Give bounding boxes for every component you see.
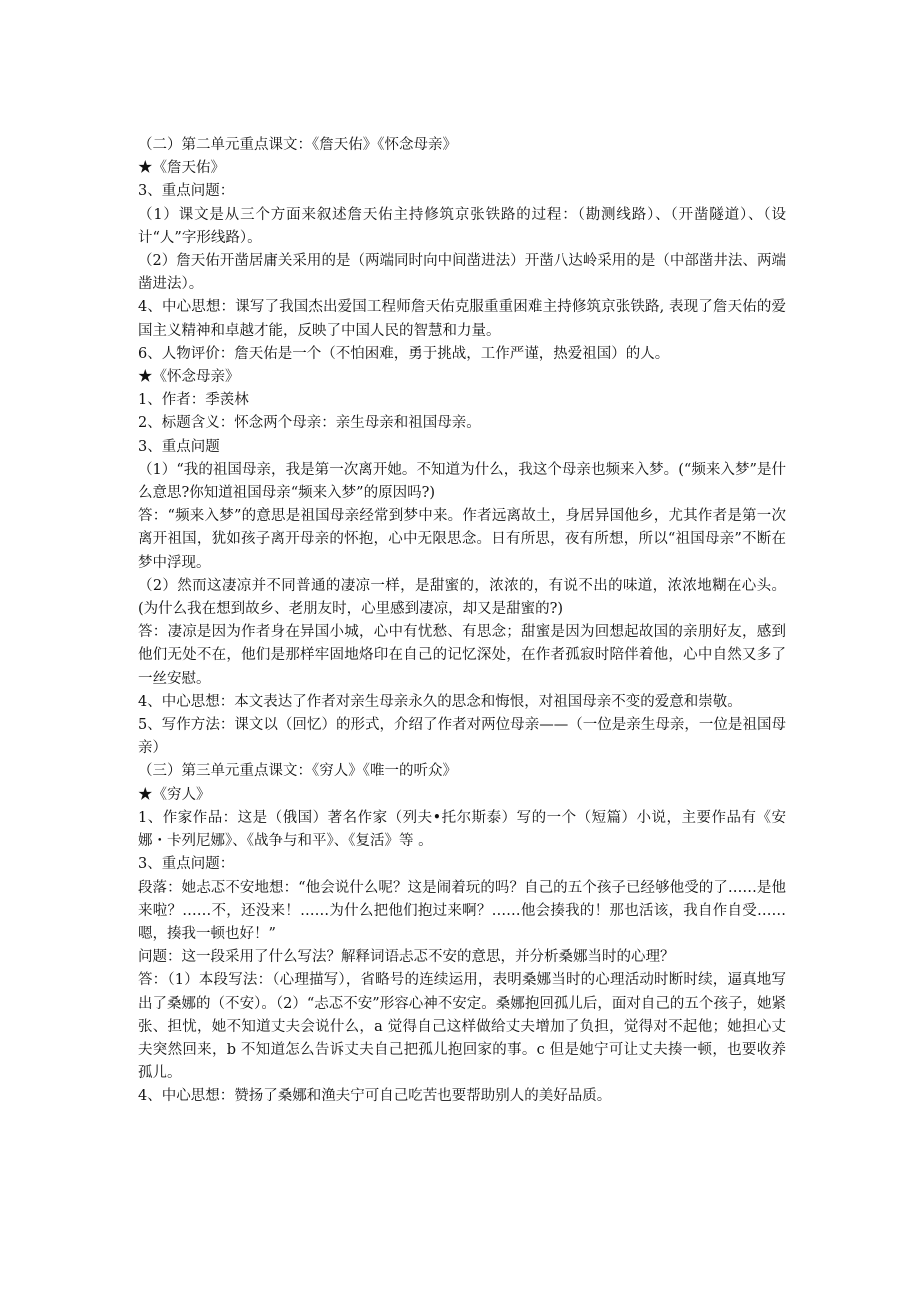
question-paragraph: （1）“我的祖国母亲，我是第一次离开她。不知道为什么，我这个母亲也频来入梦。(“频来入梦”是什么意思?你知道祖国母亲“频来入梦”的原因吗?) <box>138 461 786 502</box>
question-paragraph: （2）然而这凄凉并不同普通的凄凉一样，是甜蜜的，浓浓的，有说不出的味道，浓浓地糊在心头。(为什么我在想到故乡、老朋友时，心里感到凄凉，却又是甜蜜的?) <box>138 577 786 618</box>
writing-method-paragraph: 5、写作方法：课文以（回忆）的形式，介绍了作者对两位母亲——（一位是亲生母亲，一位是祖国母亲） <box>138 717 786 757</box>
passage-paragraph: 段落：她忐忑不安地想：“他会说什么呢？这是闹着玩的吗？自己的五个孩子已经够他受的了……是他来啦？……不，还没来！……为什么把他们抱过来啊？……他会揍我的！那也活该，我自作自受……嗯，揍我一顿也好！” <box>138 879 786 942</box>
central-idea-paragraph: 4、中心思想：本文表达了作者对亲生母亲永久的思念和悔恨，对祖国母亲不变的爱意和崇敬。 <box>138 693 742 710</box>
lesson-heading-missing-mother: ★《怀念母亲》 <box>138 369 240 386</box>
key-questions-label: 3、重点问题 <box>138 438 220 455</box>
key-questions-label: 3、重点问题： <box>138 183 235 200</box>
character-evaluation-paragraph: 6、人物评价：詹天佑是一个（不怕困难，勇于挑战，工作严谨，热爱祖国）的人。 <box>138 345 670 362</box>
question-paragraph: 问题：这一段采用了什么写法？解释词语忐忑不安的意思，并分析桑娜当时的心理？ <box>138 949 675 966</box>
central-idea-paragraph: 4、中心思想：赞扬了桑娜和渔夫宁可自己吃苦也要帮助别人的美好品质。 <box>138 1088 612 1105</box>
document-body <box>138 134 786 1109</box>
question-1-paragraph: （1）课文是从三个方面来叙述詹天佑主持修筑京张铁路的过程：（勘测线路）、（开凿隧道）、（设计“人”字形线路）。 <box>138 206 786 246</box>
answer-paragraph: 答：（1）本段写法：（心理描写），省略号的连续运用，表明桑娜当时的心理活动时断时续，逼真地写出了桑娜的（不安）。（2）“忐忑不安”形容心神不安定。桑娜抱回孤儿后，面对自己的五个孩子，她紧张、担忧，她不知道丈夫会说什么，a 觉得自己这样做给丈夫增加了负担，觉得对不起他；她担心丈夫突然回来，b 不知道怎么告诉丈夫自己把孤儿抱回家的事。c 但是她宁可让丈夫揍一顿，也要收养孤儿。 <box>138 972 786 1082</box>
author-paragraph: 1、作者：季羡林 <box>138 392 249 409</box>
title-meaning-paragraph: 2、标题含义：怀念两个母亲：亲生母亲和祖国母亲。 <box>138 415 481 432</box>
answer-paragraph: 答：凄凉是因为作者身在异国小城，心中有忧愁、有思念；甜蜜是因为回想起故国的亲朋好友，感到他们无处不在，他们是那样牢固地烙印在自己的记忆深处，在作者孤寂时陪伴着他，心中自然又多了一丝安慰。 <box>138 624 786 687</box>
answer-paragraph: 答：“频来入梦”的意思是祖国母亲经常到梦中来。作者远离故土，身居异国他乡，尤其作者是第一次离开祖国，犹如孩子离开母亲的怀抱，心中无限思念。日有所思，夜有所想，所以“祖国母亲”不断在梦中浮现。 <box>138 508 786 571</box>
lesson-heading-the-poor: ★《穷人》 <box>138 786 211 803</box>
central-idea-paragraph: 4、中心思想：课写了我国杰出爱国工程师詹天佑克服重重困难主持修筑京张铁路, 表现了詹天佑的爱国主义精神和卓越才能，反映了中国人民的智慧和力量。 <box>138 299 786 339</box>
author-works-paragraph: 1、作家作品：这是（俄国）著名作家（列夫•托尔斯泰）写的一个（短篇）小说，主要作品有《安娜・卡列尼娜》、《战争与和平》、《复活》等 。 <box>138 809 786 850</box>
question-2-paragraph: （2）詹天佑开凿居庸关采用的是（两端同时向中间凿进法）开凿八达岭采用的是（中部凿井法、两端凿进法）。 <box>138 253 786 293</box>
unit-two-heading: （二）第二单元重点课文：《詹天佑》《怀念母亲》 <box>138 137 457 153</box>
key-questions-label: 3、重点问题： <box>138 856 235 873</box>
lesson-heading-zhan-tianyou: ★《詹天佑》 <box>138 160 225 177</box>
unit-three-heading: （三）第三单元重点课文：《穷人》《唯一的听众》 <box>138 763 457 780</box>
